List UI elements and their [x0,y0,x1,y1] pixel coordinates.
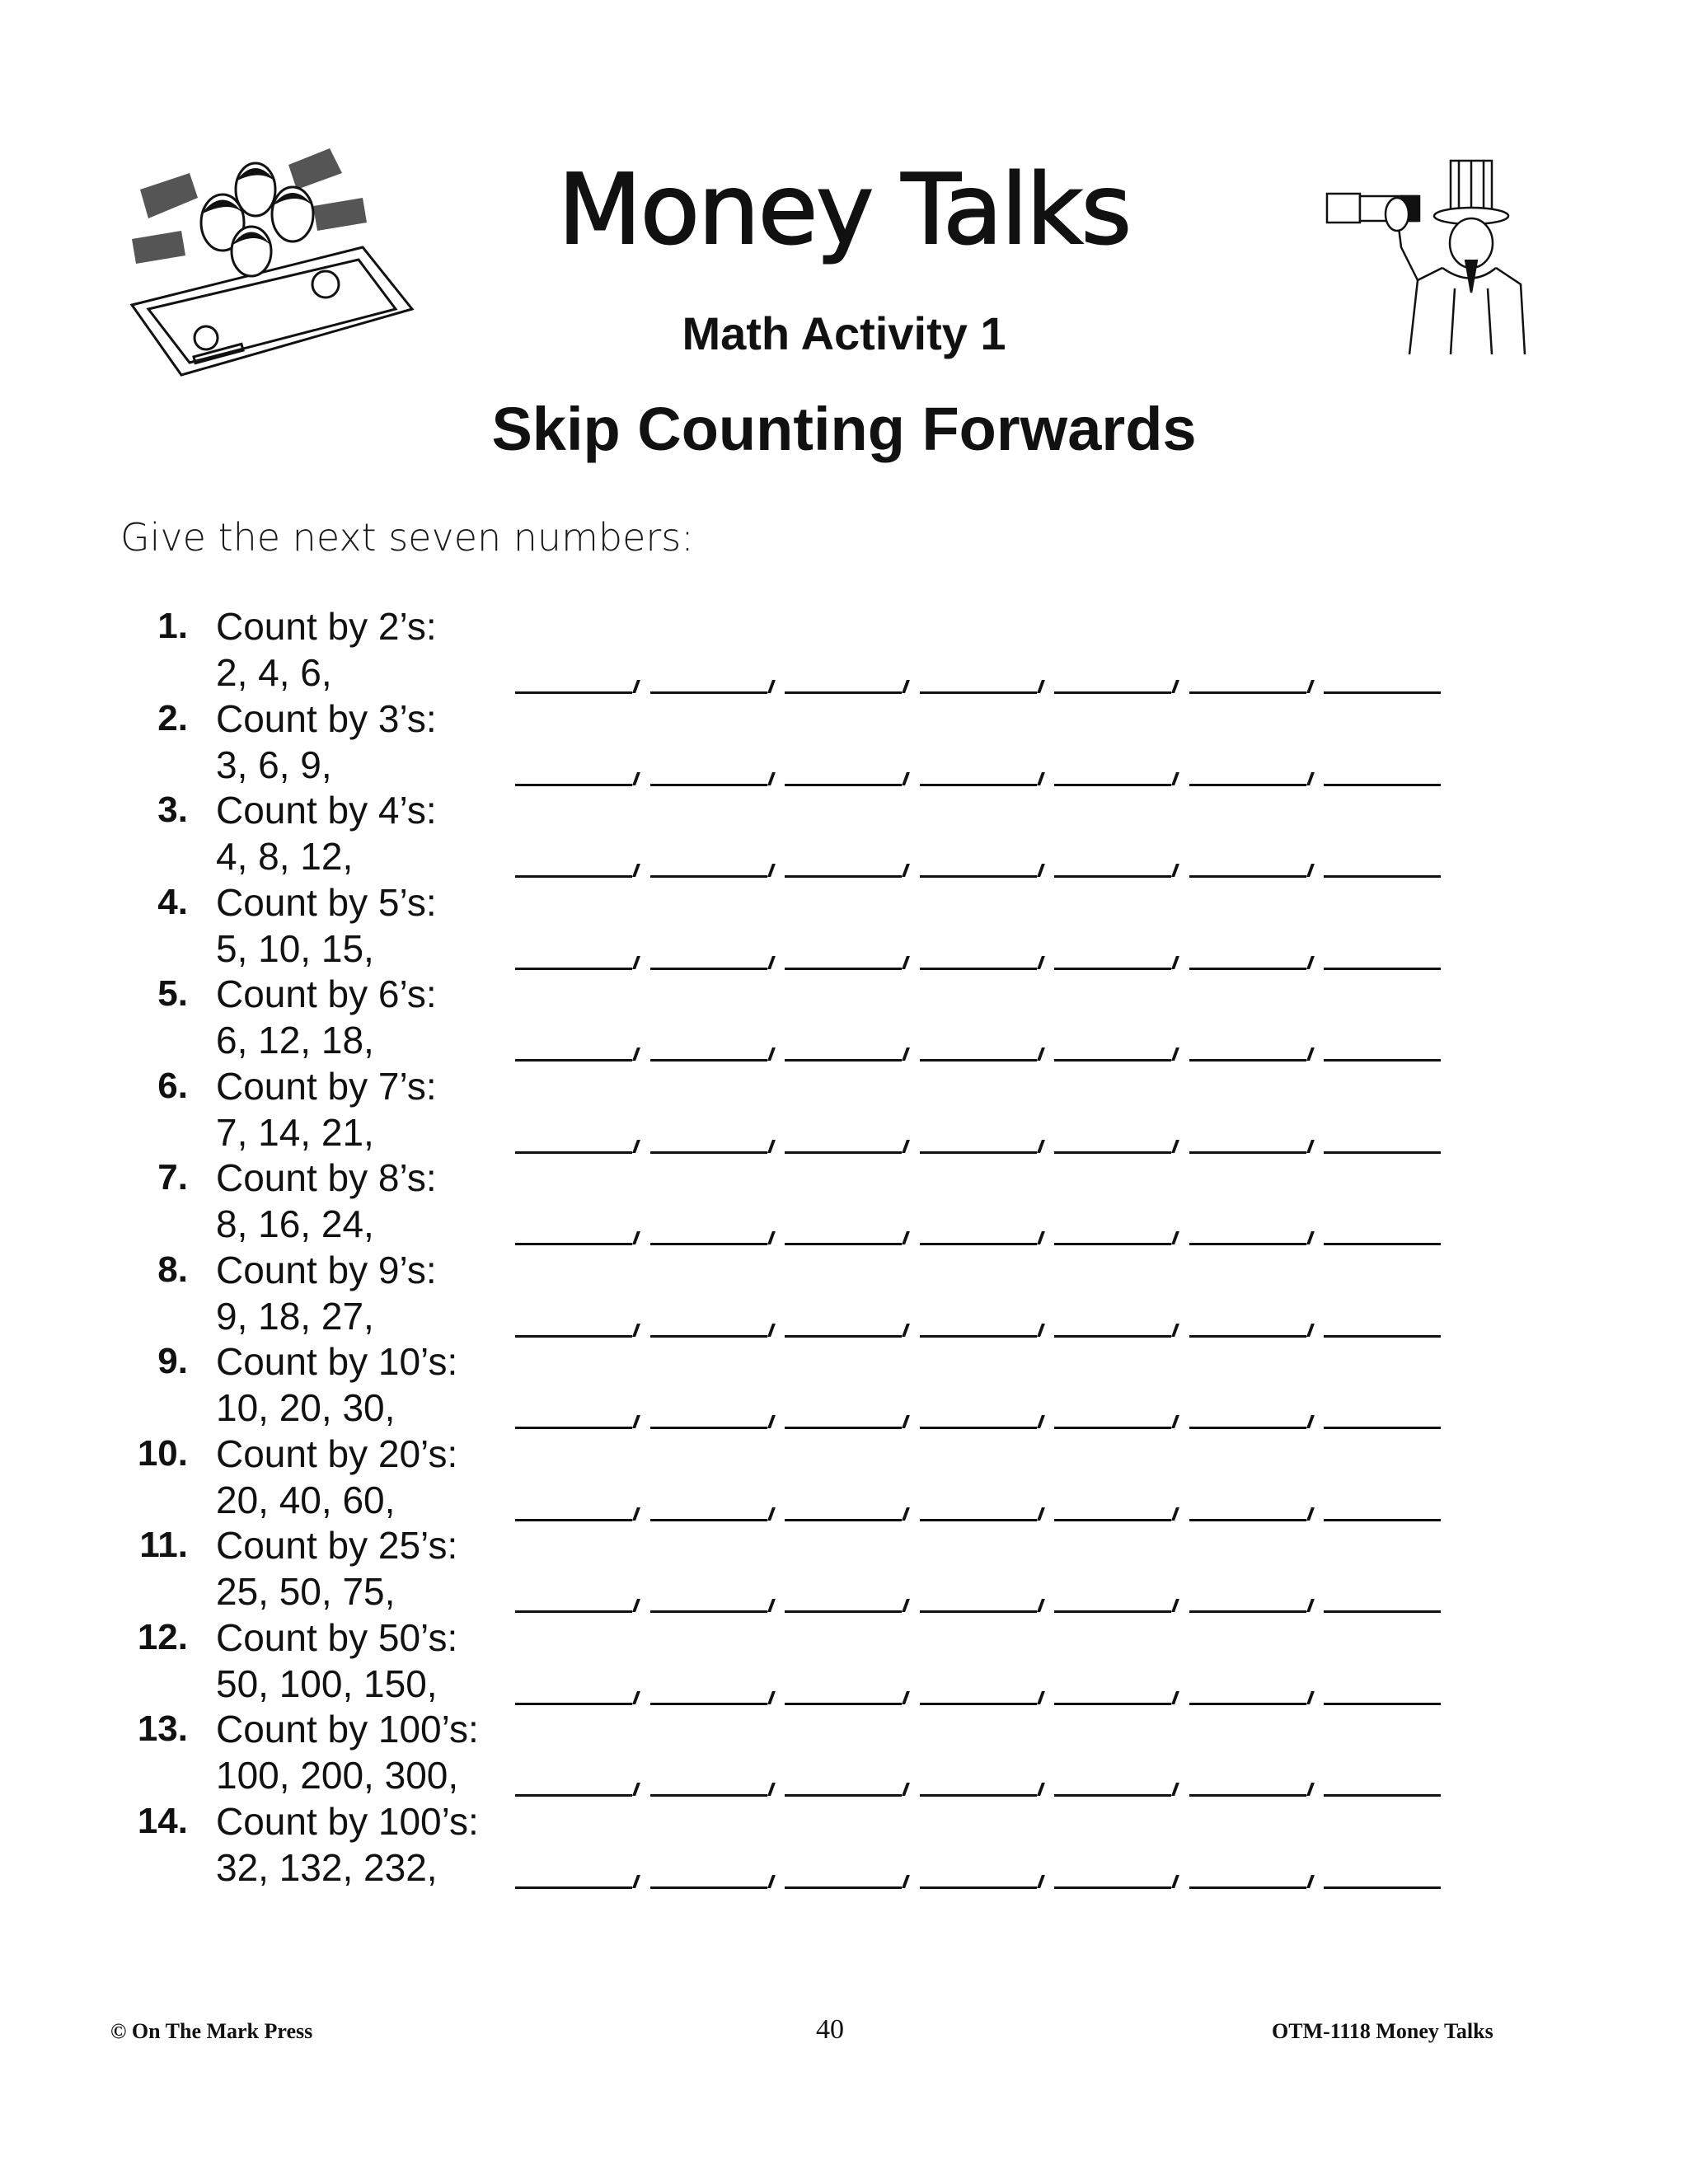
given-sequence: 10, 20, 30, [216,1386,396,1429]
problem-number: 5. [157,973,188,1014]
answer-blank[interactable] [1054,1703,1171,1705]
comma-separator [1037,1875,1045,1888]
given-sequence: 7, 14, 21, [216,1110,374,1154]
problem-item [0,1249,1688,1342]
answer-blank[interactable] [1054,1243,1171,1245]
answer-blank[interactable] [515,1427,632,1429]
given-sequence: 3, 6, 9, [216,743,332,786]
comma-separator [902,1047,910,1061]
answer-blank[interactable] [785,1794,902,1797]
comma-separator [902,1875,910,1888]
answer-blank[interactable] [1189,1794,1306,1797]
given-sequence: 8, 16, 24, [216,1202,374,1245]
answer-blank[interactable] [785,1703,902,1705]
comma-separator [902,956,910,969]
comma-separator [902,1140,910,1153]
problem-number: 14. [137,1800,188,1841]
comma-separator [1306,1599,1315,1612]
answer-blank[interactable] [1189,875,1306,878]
problem-number: 3. [157,790,188,830]
comma-separator [1306,1324,1315,1337]
comma-separator [632,1783,640,1796]
answer-blank[interactable] [785,968,902,970]
given-sequence: 20, 40, 60, [216,1478,396,1521]
answer-blank[interactable] [1054,1886,1171,1889]
comma-separator [1037,1415,1045,1428]
answer-blank[interactable] [515,1335,632,1338]
comma-separator [1306,956,1315,969]
given-sequence: 9, 18, 27, [216,1294,374,1338]
answer-blank[interactable] [650,1519,767,1521]
answer-blank[interactable] [1189,1519,1306,1521]
comma-separator [1037,1599,1045,1612]
comma-separator [632,1507,640,1521]
problem-item [0,606,1688,698]
given-sequence: 6, 12, 18, [216,1019,374,1062]
comma-separator [1171,1231,1179,1244]
comma-separator [767,1875,776,1888]
comma-separator [1037,772,1045,785]
answer-blank[interactable] [515,968,632,970]
answer-blank[interactable] [650,1610,767,1613]
answer-blank[interactable] [785,1886,902,1889]
answer-blank[interactable] [920,1243,1037,1245]
answer-blank[interactable] [1324,691,1441,694]
answer-blank[interactable] [515,691,632,694]
answer-blank[interactable] [515,1610,632,1613]
answer-blank[interactable] [650,1703,767,1705]
problem-label: Count by 100’s: [216,1708,479,1750]
answer-blank[interactable] [650,1335,767,1338]
comma-separator [1171,1599,1179,1612]
comma-separator [632,1047,640,1061]
answer-blank[interactable] [1189,1059,1306,1062]
answer-blank[interactable] [1054,1059,1171,1062]
comma-separator [1306,1140,1315,1153]
answer-blank[interactable] [650,1886,767,1889]
given-sequence: 50, 100, 150, [216,1661,438,1705]
problem-number: 6. [157,1065,188,1106]
comma-separator [1037,1691,1045,1704]
comma-separator [632,680,640,693]
comma-separator [1306,1415,1315,1428]
problem-label: Count by 100’s: [216,1799,479,1843]
answer-blank[interactable] [920,691,1037,694]
problem-number: 1. [157,606,188,646]
comma-separator [767,1231,776,1244]
answer-blank[interactable] [920,968,1037,970]
answer-blank[interactable] [1324,1886,1441,1889]
comma-separator [1306,1231,1315,1244]
given-sequence: 25, 50, 75, [216,1570,396,1613]
page-title: Money Talks [557,152,1131,266]
answer-blank[interactable] [515,1886,632,1889]
comma-separator [767,1507,776,1521]
problem-label: Count by 50’s: [216,1615,458,1659]
answer-blank[interactable] [1189,968,1306,970]
answer-blanks [515,1886,1463,1903]
comma-separator [632,1875,640,1888]
answer-blank[interactable] [650,1427,767,1429]
answer-blank[interactable] [1054,1794,1171,1797]
answer-blank[interactable] [650,1794,767,1797]
given-sequence: 4, 8, 12, [216,835,354,878]
problem-item [0,1066,1688,1158]
problem-label: Count by 2’s: [216,605,437,648]
comma-separator [767,772,776,785]
section-heading: Skip Counting Forwards [491,395,1197,463]
comma-separator [1037,1231,1045,1244]
problem-item [0,1801,1688,1893]
answer-blank[interactable] [920,1519,1037,1521]
comma-separator [1037,1783,1045,1796]
problem-number: 13. [137,1708,188,1749]
comma-separator [1306,1875,1315,1888]
comma-separator [1037,1140,1045,1153]
comma-separator [1171,1324,1179,1337]
comma-separator [767,1047,776,1061]
comma-separator [1171,1507,1179,1521]
answer-blank[interactable] [650,968,767,970]
comma-separator [1171,1783,1179,1796]
problem-item [0,1341,1688,1433]
answer-blank[interactable] [920,1059,1037,1062]
answer-blank[interactable] [515,1703,632,1705]
comma-separator [1037,680,1045,693]
answer-blank[interactable] [785,875,902,878]
comma-separator [902,1783,910,1796]
answer-blank[interactable] [1054,875,1171,878]
problem-item [0,1617,1688,1709]
comma-separator [632,956,640,969]
answer-blank[interactable] [515,1059,632,1062]
answer-blank[interactable] [920,1335,1037,1338]
given-sequence: 32, 132, 232, [216,1845,438,1889]
answer-blank[interactable] [1324,1335,1441,1338]
comma-separator [767,864,776,877]
answer-blank[interactable] [1324,1243,1441,1245]
answer-blank[interactable] [920,1610,1037,1613]
answer-blank[interactable] [1054,968,1171,970]
problem-item [0,1708,1688,1801]
comma-separator [1171,680,1179,693]
answer-blank[interactable] [1189,784,1306,786]
answer-blank[interactable] [1324,1151,1441,1154]
answer-blank[interactable] [650,1243,767,1245]
answer-blank[interactable] [1054,1151,1171,1154]
answer-blank[interactable] [1054,1610,1171,1613]
comma-separator [632,1599,640,1612]
problem-label: Count by 5’s: [216,880,437,924]
page-number: 40 [816,2014,844,2045]
comma-separator [632,1415,640,1428]
comma-separator [632,1231,640,1244]
given-sequence: 5, 10, 15, [216,926,374,970]
answer-blank[interactable] [650,875,767,878]
problem-item [0,1525,1688,1617]
comma-separator [1037,1324,1045,1337]
problem-number: 4. [157,881,188,922]
answer-blank[interactable] [515,875,632,878]
comma-separator [902,772,910,785]
problem-item [0,1157,1688,1249]
comma-separator [1306,1691,1315,1704]
comma-separator [1306,1047,1315,1061]
comma-separator [1171,1415,1179,1428]
answer-blank[interactable] [650,1059,767,1062]
problem-number: 8. [157,1249,188,1290]
instruction-text: Give the next seven numbers: [120,515,694,560]
answer-blank[interactable] [515,1243,632,1245]
comma-separator [767,1783,776,1796]
comma-separator [1306,772,1315,785]
answer-blank[interactable] [1189,1243,1306,1245]
comma-separator [1306,864,1315,877]
problem-item [0,1433,1688,1526]
comma-separator [902,1507,910,1521]
answer-blank[interactable] [650,784,767,786]
problem-label: Count by 3’s: [216,696,437,740]
problem-item [0,882,1688,974]
product-code: OTM-1118 Money Talks [1272,2019,1493,2043]
copyright-text: © On The Mark Press [110,2019,313,2043]
answer-blank[interactable] [515,784,632,786]
comma-separator [767,1140,776,1153]
comma-separator [1037,956,1045,969]
comma-separator [902,1231,910,1244]
comma-separator [1171,1691,1179,1704]
answer-blank[interactable] [920,784,1037,786]
answer-blank[interactable] [1054,1335,1171,1338]
problem-label: Count by 20’s: [216,1432,458,1475]
answer-blank[interactable] [1189,1427,1306,1429]
problem-number: 2. [157,697,188,738]
comma-separator [902,1415,910,1428]
comma-separator [1306,1783,1315,1796]
comma-separator [632,772,640,785]
answer-blank[interactable] [785,1151,902,1154]
answer-blank[interactable] [920,1794,1037,1797]
answer-blank[interactable] [650,691,767,694]
given-sequence: 100, 200, 300, [216,1754,459,1797]
answer-blank[interactable] [515,1794,632,1797]
comma-separator [902,864,910,877]
comma-separator [1171,772,1179,785]
answer-blank[interactable] [920,875,1037,878]
comma-separator [767,1599,776,1612]
answer-blank[interactable] [1054,784,1171,786]
answer-blank[interactable] [920,1427,1037,1429]
problem-number: 7. [157,1157,188,1197]
given-sequence: 2, 4, 6, [216,651,332,694]
comma-separator [767,1691,776,1704]
comma-separator [902,1599,910,1612]
problem-label: Count by 8’s: [216,1156,437,1199]
comma-separator [902,1324,910,1337]
answer-blank[interactable] [1324,1794,1441,1797]
comma-separator [632,1691,640,1704]
answer-blank[interactable] [1189,1703,1306,1705]
answer-blank[interactable] [1189,1335,1306,1338]
answer-blank[interactable] [1324,1427,1441,1429]
answer-blank[interactable] [1054,1427,1171,1429]
comma-separator [1306,1507,1315,1521]
problem-item [0,973,1688,1066]
answer-blank[interactable] [1324,1519,1441,1521]
answer-blank[interactable] [1189,691,1306,694]
problem-label: Count by 4’s: [216,789,437,832]
answer-blank[interactable] [920,1703,1037,1705]
comma-separator [632,1140,640,1153]
comma-separator [1171,864,1179,877]
answer-blank[interactable] [785,1243,902,1245]
answer-blank[interactable] [650,1151,767,1154]
problem-label: Count by 6’s: [216,972,437,1015]
answer-blank[interactable] [1324,968,1441,970]
problem-number: 12. [137,1616,188,1657]
comma-separator [1037,1047,1045,1061]
answer-blank[interactable] [920,1151,1037,1154]
comma-separator [632,864,640,877]
problem-label: Count by 7’s: [216,1064,437,1108]
problem-label: Count by 10’s: [216,1340,458,1383]
problem-item [0,698,1688,790]
answer-blank[interactable] [785,784,902,786]
answer-blank[interactable] [1054,1519,1171,1521]
comma-separator [767,680,776,693]
problem-label: Count by 9’s: [216,1248,437,1291]
comma-separator [1171,1875,1179,1888]
problem-number: 9. [157,1341,188,1381]
comma-separator [767,956,776,969]
comma-separator [1037,1507,1045,1521]
problem-number: 10. [137,1432,188,1474]
answer-blank[interactable] [515,1151,632,1154]
problem-number: 11. [139,1525,188,1565]
answer-blank[interactable] [785,1335,902,1338]
activity-subtitle: Math Activity 1 [682,307,1006,359]
comma-separator [1171,1140,1179,1153]
answer-blank[interactable] [785,691,902,694]
answer-blank[interactable] [785,1519,902,1521]
comma-separator [902,680,910,693]
comma-separator [1037,864,1045,877]
comma-separator [1306,680,1315,693]
answer-blank[interactable] [1054,691,1171,694]
answer-blank[interactable] [1324,1059,1441,1062]
problem-label: Count by 25’s: [216,1524,458,1567]
comma-separator [767,1324,776,1337]
answer-blank[interactable] [920,1886,1037,1889]
answer-blank[interactable] [1189,1886,1306,1889]
answer-blank[interactable] [785,1059,902,1062]
answer-blank[interactable] [1189,1151,1306,1154]
answer-blank[interactable] [1324,875,1441,878]
answer-blank[interactable] [1324,784,1441,786]
answer-blank[interactable] [515,1519,632,1521]
comma-separator [1171,956,1179,969]
answer-blank[interactable] [785,1610,902,1613]
answer-blank[interactable] [1189,1610,1306,1613]
answer-blank[interactable] [785,1427,902,1429]
answer-blank[interactable] [1324,1703,1441,1705]
comma-separator [632,1324,640,1337]
answer-blank[interactable] [1324,1610,1441,1613]
comma-separator [767,1415,776,1428]
comma-separator [902,1691,910,1704]
comma-separator [1171,1047,1179,1061]
problem-item [0,790,1688,882]
